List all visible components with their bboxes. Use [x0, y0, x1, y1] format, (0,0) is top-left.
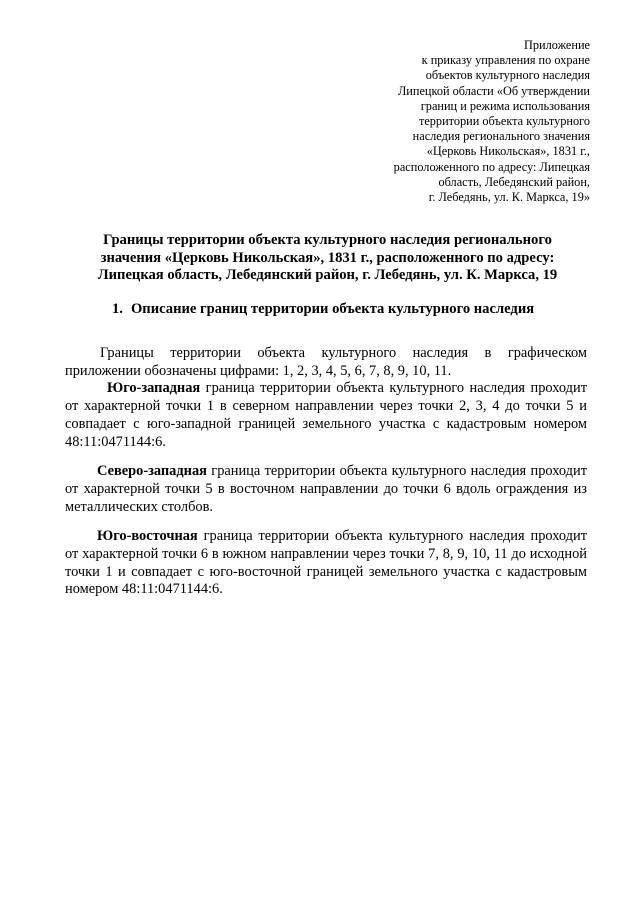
section-number: 1.	[112, 301, 123, 317]
southeast-paragraph	[65, 528, 587, 599]
title-line: Границы территории объекта культурного наследия регионального	[103, 232, 552, 248]
section-heading	[112, 301, 534, 318]
southwest-label: Юго-западная	[107, 380, 201, 397]
title-line: значения «Церковь Никольская», 1831 г., расположенного по адресу:	[100, 249, 555, 266]
southeast-text: граница территории объекта культурного наследия проходит от характерной точки 6 в южном направлении через точки 7, 8, 9, 10, 11 до исходной точки 1 и совпадает с юго-восточной границей земельного участка с кадастровым номером 48:11:0471144:6.	[65, 528, 587, 598]
appendix-header	[290, 38, 590, 205]
northwest-label: Северо-западная	[97, 463, 207, 480]
appendix-line: наследия регионального значения	[412, 129, 590, 144]
appendix-line: область, Лебедянский район,	[438, 174, 590, 189]
title-line: Липецкая область, Лебедянский район, г. Лебедянь, ул. К. Маркса, 19	[97, 267, 558, 283]
document-body	[65, 345, 587, 611]
appendix-line: границ и режима использования	[420, 98, 590, 113]
document-title	[60, 232, 595, 285]
northwest-text: граница территории объекта культурного наследия проходит от характерной точки 5 в восточном направлении до точки 6 вдоль ограждения из металлических столбов.	[65, 463, 587, 515]
intro-paragraph: Границы территории объекта культурного наследия в графическом приложении обозначены цифрами: 1, 2, 3, 4, 5, 6, 7, 8, 9, 10, 11.	[65, 345, 587, 379]
appendix-line: расположенного по адресу: Липецкая	[393, 159, 590, 174]
southwest-text: граница территории объекта культурного наследия проходит от характерной точки 1 в северном направлении через точки 2, 3, 4 до точки 5 и совпадает с юго-западной границей земельного участка с кадастровым номером 48:11:0471144:6.	[65, 380, 587, 450]
appendix-line: территории объекта культурного	[418, 114, 590, 129]
northwest-paragraph	[65, 463, 587, 516]
southeast-label: Юго-восточная	[97, 528, 198, 545]
appendix-line: Липецкой области «Об утверждении	[397, 83, 590, 98]
appendix-line: к приказу управления по охране	[421, 53, 590, 68]
section-heading-text: Описание границ территории объекта культурного наследия	[130, 301, 535, 317]
appendix-line: г. Лебедянь, ул. К. Маркса, 19»	[428, 190, 590, 205]
appendix-line: «Церковь Никольская», 1831 г.,	[426, 144, 590, 159]
appendix-line: объектов культурного наследия	[425, 68, 590, 83]
southwest-paragraph	[65, 380, 587, 451]
appendix-line: Приложение	[524, 38, 590, 52]
